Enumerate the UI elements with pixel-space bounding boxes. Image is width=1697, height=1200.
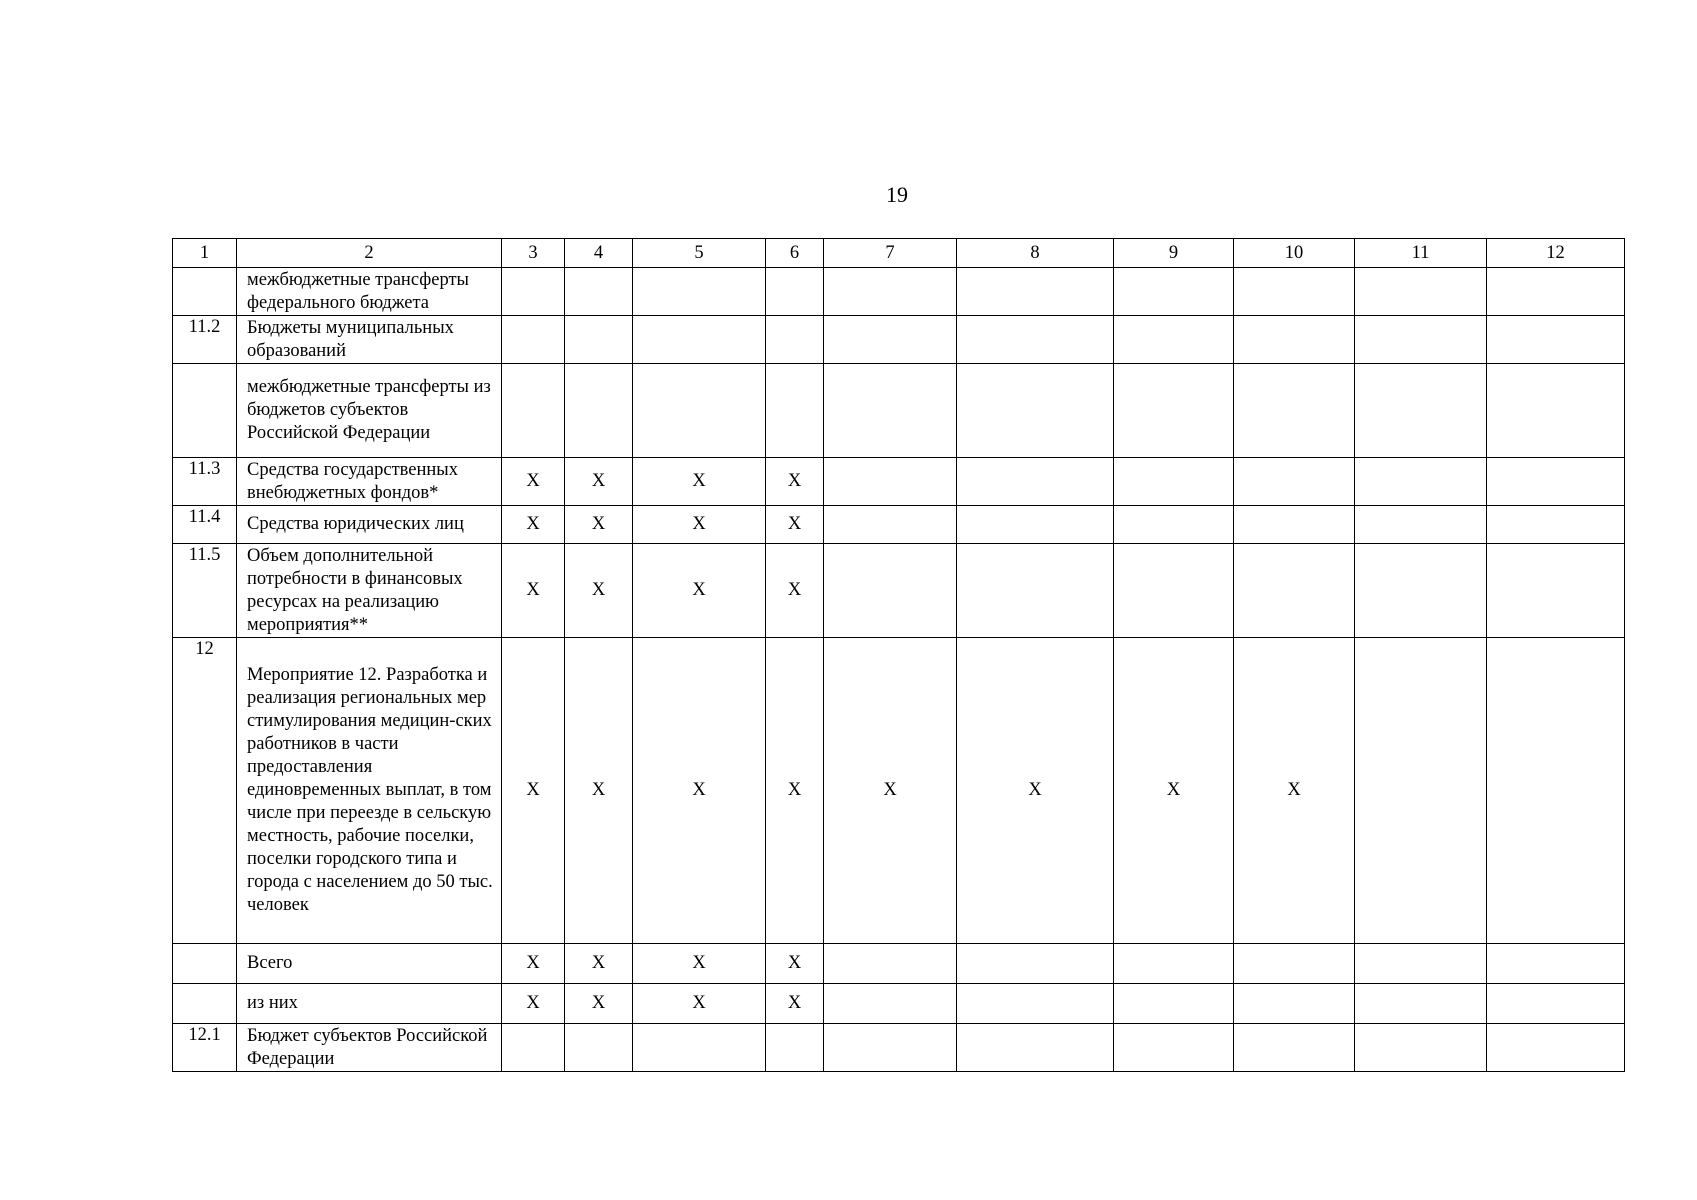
row-number — [173, 364, 237, 458]
row-cell — [957, 544, 1114, 638]
row-number — [173, 268, 237, 316]
row-cell: X — [502, 944, 565, 984]
row-cell: X — [502, 458, 565, 506]
row-number: 11.3 — [173, 458, 237, 506]
row-cell: X — [565, 944, 633, 984]
row-cell: X — [633, 638, 766, 944]
row-number: 12.1 — [173, 1024, 237, 1072]
row-cell — [1355, 506, 1487, 544]
table-row — [173, 544, 1625, 638]
row-cell — [1355, 1024, 1487, 1072]
row-cell — [1114, 268, 1234, 316]
row-number: 12 — [173, 638, 237, 944]
row-name: из них — [237, 984, 502, 1024]
row-cell — [957, 984, 1114, 1024]
row-cell — [824, 364, 957, 458]
row-cell: X — [766, 544, 824, 638]
row-cell — [957, 944, 1114, 984]
row-name: Объем дополнительной потребности в финансовых ресурсах на реализацию мероприятия** — [237, 544, 502, 638]
row-cell: X — [1234, 638, 1355, 944]
header-cell: 9 — [1114, 239, 1234, 268]
row-cell — [1487, 316, 1625, 364]
row-cell: X — [766, 506, 824, 544]
row-cell — [766, 1024, 824, 1072]
row-cell: X — [502, 506, 565, 544]
row-cell — [633, 1024, 766, 1072]
row-cell — [957, 458, 1114, 506]
header-cell: 3 — [502, 239, 565, 268]
row-cell — [565, 364, 633, 458]
row-number — [173, 944, 237, 984]
row-cell — [565, 1024, 633, 1072]
row-cell: X — [565, 638, 633, 944]
table-row — [173, 316, 1625, 364]
header-cell: 6 — [766, 239, 824, 268]
header-cell: 4 — [565, 239, 633, 268]
header-cell: 1 — [173, 239, 237, 268]
row-cell — [565, 316, 633, 364]
header-cell: 7 — [824, 239, 957, 268]
row-cell: X — [633, 944, 766, 984]
budget-table — [172, 238, 1625, 1072]
row-cell — [1114, 544, 1234, 638]
row-cell — [824, 544, 957, 638]
row-cell — [502, 316, 565, 364]
row-cell: X — [565, 984, 633, 1024]
row-name: Бюджеты муниципальных образований — [237, 316, 502, 364]
row-cell — [957, 364, 1114, 458]
row-cell — [1234, 984, 1355, 1024]
row-cell: X — [824, 638, 957, 944]
header-cell: 2 — [237, 239, 502, 268]
row-number: 11.4 — [173, 506, 237, 544]
table-row — [173, 1024, 1625, 1072]
row-cell — [1234, 316, 1355, 364]
row-cell: X — [565, 458, 633, 506]
header-cell: 8 — [957, 239, 1114, 268]
row-cell — [1487, 1024, 1625, 1072]
row-cell — [766, 268, 824, 316]
row-cell — [1114, 506, 1234, 544]
header-cell: 11 — [1355, 239, 1487, 268]
row-cell — [1114, 984, 1234, 1024]
row-cell — [1487, 944, 1625, 984]
header-row — [173, 239, 1625, 268]
row-cell — [502, 268, 565, 316]
row-cell: X — [766, 458, 824, 506]
row-name: Всего — [237, 944, 502, 984]
row-cell — [824, 268, 957, 316]
row-name: Средства юридических лиц — [237, 506, 502, 544]
row-cell — [957, 268, 1114, 316]
row-cell — [1355, 316, 1487, 364]
row-cell — [1487, 364, 1625, 458]
row-cell — [1487, 268, 1625, 316]
row-cell — [1487, 638, 1625, 944]
row-cell — [1355, 268, 1487, 316]
row-cell — [824, 944, 957, 984]
row-name: межбюджетные трансферты федерального бюджета — [237, 268, 502, 316]
row-cell — [633, 364, 766, 458]
row-cell — [824, 458, 957, 506]
row-cell — [1114, 1024, 1234, 1072]
row-name: Мероприятие 12. Разработка и реализация региональных мер стимулирования медицин-ских работников в части предоставления единовременных выплат, в том числе при переезде в сельскую местность, рабочие поселки, поселки городского типа и города с населением до 50 тыс. человек — [237, 638, 502, 944]
row-cell — [1114, 944, 1234, 984]
row-cell: X — [633, 458, 766, 506]
page-number: 19 — [886, 182, 908, 207]
row-cell — [1234, 944, 1355, 984]
header-cell: 5 — [633, 239, 766, 268]
row-number: 11.5 — [173, 544, 237, 638]
row-cell — [824, 1024, 957, 1072]
row-cell: X — [502, 984, 565, 1024]
table-row — [173, 458, 1625, 506]
row-cell — [1487, 458, 1625, 506]
row-name: Бюджет субъектов Российской Федерации — [237, 1024, 502, 1072]
row-cell: X — [565, 544, 633, 638]
row-cell — [824, 316, 957, 364]
table-row — [173, 984, 1625, 1024]
row-cell — [824, 506, 957, 544]
row-cell — [502, 364, 565, 458]
row-number — [173, 984, 237, 1024]
row-cell — [1114, 316, 1234, 364]
header-cell: 10 — [1234, 239, 1355, 268]
row-name: Средства государственных внебюджетных фондов* — [237, 458, 502, 506]
row-cell: X — [1114, 638, 1234, 944]
row-cell: X — [502, 544, 565, 638]
row-cell — [766, 316, 824, 364]
row-cell — [565, 268, 633, 316]
row-cell — [1114, 364, 1234, 458]
row-cell — [1234, 1024, 1355, 1072]
table-row — [173, 268, 1625, 316]
row-cell — [957, 506, 1114, 544]
row-cell — [1355, 638, 1487, 944]
row-name: межбюджетные трансферты из бюджетов субъектов Российской Федерации — [237, 364, 502, 458]
row-cell — [502, 1024, 565, 1072]
row-cell — [1355, 364, 1487, 458]
row-number: 11.2 — [173, 316, 237, 364]
row-cell — [1234, 544, 1355, 638]
row-cell: X — [633, 984, 766, 1024]
table-row — [173, 364, 1625, 458]
header-cell: 12 — [1487, 239, 1625, 268]
row-cell: X — [766, 984, 824, 1024]
row-cell — [1234, 364, 1355, 458]
row-cell — [1355, 984, 1487, 1024]
row-cell — [1487, 544, 1625, 638]
row-cell — [1234, 458, 1355, 506]
row-cell — [633, 268, 766, 316]
row-cell: X — [565, 506, 633, 544]
row-cell — [1355, 458, 1487, 506]
row-cell: X — [502, 638, 565, 944]
row-cell: X — [957, 638, 1114, 944]
row-cell — [1487, 984, 1625, 1024]
row-cell — [1114, 458, 1234, 506]
row-cell: X — [633, 506, 766, 544]
row-cell — [1355, 544, 1487, 638]
row-cell — [1487, 506, 1625, 544]
row-cell — [824, 984, 957, 1024]
table-row — [173, 944, 1625, 984]
row-cell — [957, 316, 1114, 364]
row-cell — [1234, 506, 1355, 544]
row-cell: X — [766, 638, 824, 944]
table-row — [173, 638, 1625, 944]
row-cell: X — [633, 544, 766, 638]
row-cell — [633, 316, 766, 364]
row-cell: X — [766, 944, 824, 984]
row-cell — [1355, 944, 1487, 984]
row-cell — [766, 364, 824, 458]
row-cell — [1234, 268, 1355, 316]
row-cell — [957, 1024, 1114, 1072]
table-row — [173, 506, 1625, 544]
